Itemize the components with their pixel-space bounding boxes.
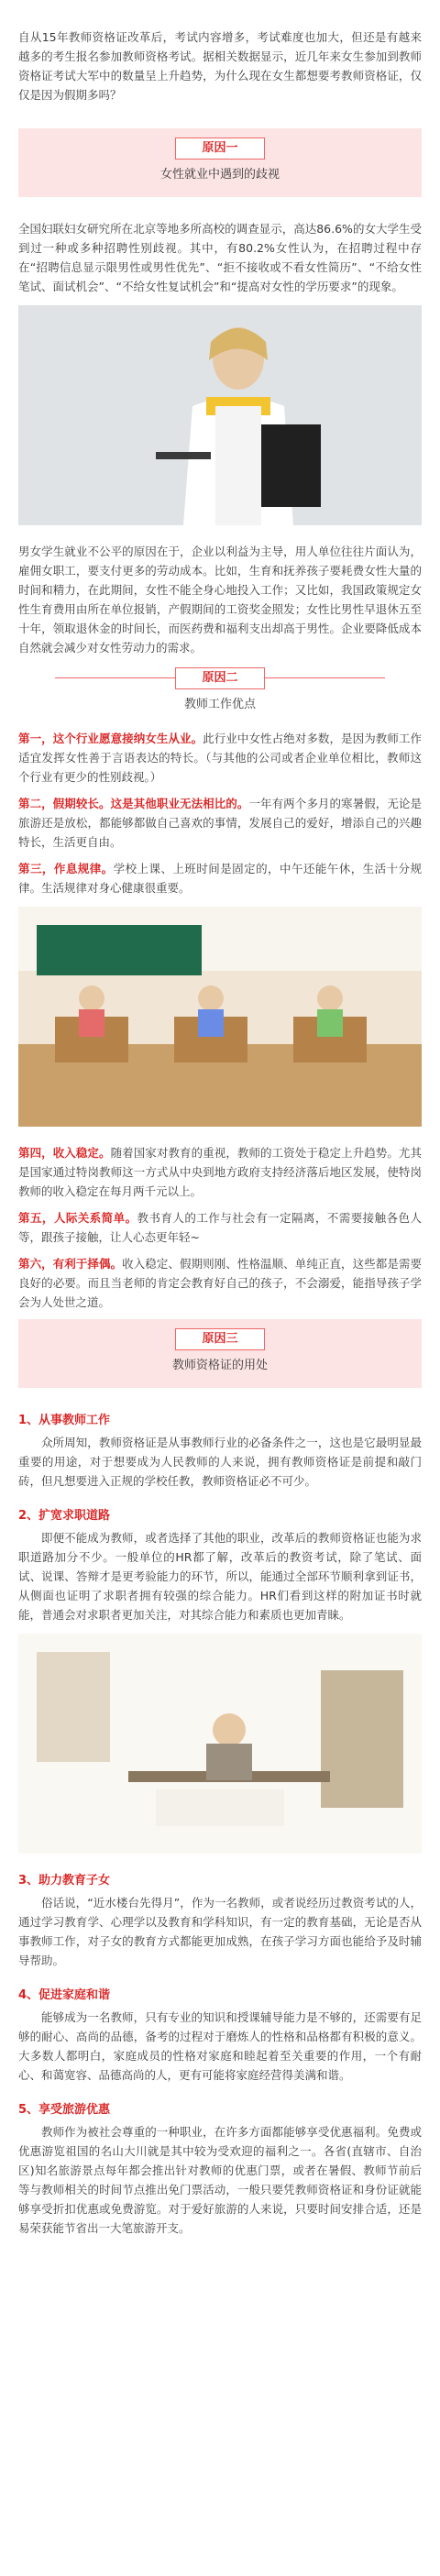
item-body: 俗话说，“近水楼台先得月”，作为一名教师，或者说经历过教资考试的人，通过学习教育学、心理学以及教育和学科知识，有一定的教育基础，无论是否从事教师工作，对子女的教育方式都能更加成熟，在孩子学习方面也能给予及时辅导帮助。 [18, 1896, 422, 1967]
item-heading: 1、从事教师工作 [18, 1414, 111, 1427]
item-heading: 3、助力教育子女 [18, 1874, 111, 1888]
section-2-header [18, 671, 422, 714]
item-heading: 5、享受旅游优惠 [18, 2103, 111, 2117]
item-heading: 4、促进家庭和谐 [18, 1988, 111, 2002]
point-4: 第四，收入稳定。随着国家对教育的重视，教师的工资处于稳定上升趋势。尤其是国家通过特岗教师这一方式从中央到地方政府支持经济落后地区发展，使特岗教师的收入稳定在每月两千元以上。 [18, 1146, 422, 1198]
point-2: 第二，假期较长。这是其他职业无法相比的。一年有两个多月的寒暑假，无论是旅游还是放松，都能够都做自己喜欢的事情，发展自己的爱好，增添自己的兴趣特长，生活更自由。 [18, 797, 422, 849]
item-body: 众所周知，教师资格证是从事教师行业的必备条件之一，这也是它最明显最重要的用途，对于想要成为人民教师的人来说，拥有教师资格证是前提和敲门砖，但凡想要进入正规的学校任教，教师资格证必不可少。 [18, 1436, 422, 1488]
section-subtitle: 女性就业中遇到的歧视 [160, 168, 280, 182]
article [18, 0, 422, 2238]
section-badge: 原因一 [175, 138, 265, 160]
section-subtitle: 教师资格证的用处 [171, 1359, 268, 1372]
section-badge: 原因三 [175, 1328, 265, 1350]
point-1: 第一，这个行业愿意接纳女生从业。此行业中女性占绝对多数，是因为教师工作适宜发挥女性善于言语表达的特长。（与其他的公司或者企业单位相比，教师这个行业有更少的性别歧视。） [18, 732, 422, 784]
item-heading: 2、扩宽求职道路 [18, 1509, 111, 1523]
section-1-paragraph: 全国妇联妇女研究所在北京等地多所高校的调查显示，高达86.6%的女大学生受到过一种或多种招聘性别歧视。其中，有80.2%女性认为，在招聘过程中存在“招聘信息显示限男性或男性优先”、“拒不接收或不看女性简历”、“不给女性笔试、面试机会”、“不给女性复试机会”和“提高对女性的学历要求”的现象。 [18, 222, 422, 293]
section-badge: 原因二 [175, 667, 265, 689]
classroom-photo [18, 907, 422, 1127]
study-illustration [18, 1634, 422, 1854]
item-body: 能够成为一名教师，只有专业的知识和授课辅导能力是不够的，还需要有足够的耐心、高尚的品德，备考的过程对于磨炼人的性格和品格都有积极的意义。大多数人都明白，家庭成员的性格对家庭和睦起着至关重要的作用，一个有耐心、和蔼宽容、品德高尚的人，更有可能将家庭经营得美满和谐。 [18, 2010, 422, 2082]
point-6: 第六，有利于择偶。收入稳定、假期则刚、性格温顺、单纯正直，这些都是需要良好的必要。而且当老师的肯定会教育好自己的孩子，不会溺爱，能指导孩子学会为人处世之道。 [18, 1257, 422, 1309]
section-1-header [18, 128, 422, 197]
point-3: 第三，作息规律。学校上课、上班时间是固定的，中午还能午休，生活十分规律。生活规律对身心健康很重要。 [18, 862, 422, 895]
teacher-photo [18, 305, 422, 525]
point-5: 第五，人际关系简单。教书育人的工作与社会有一定隔离，不需要接触各色人等，跟孩子接触，让人心态更年轻~ [18, 1211, 422, 1244]
section-subtitle: 教师工作优点 [183, 698, 256, 711]
item-body: 即便不能成为教师，或者选择了其他的职业，改革后的教师资格证也能为求职道路加分不少。一般单位的HR都了解，改革后的教资考试，除了笔试、面试、说课、答辩才是更考验能力的环节，所以，能通过全部环节顺利拿到证书，从侧面也证明了求职者拥有较强的综合能力。HR们看到这样的附加证书时就能，普通会对求职者更加关注，对其综合能力和素质也更加青睐。 [18, 1531, 422, 1622]
section-1-paragraph-2: 男女学生就业不公平的原因在于，企业以利益为主导，用人单位往往片面认为，雇佣女职工，要支付更多的劳动成本。比如，生育和抚养孩子要耗费女性大量的时间和精力，在此期间，女性不能全身心地投入工作；又比如，我国政策规定女性生育费用由所在单位报销，产假期间的工资奖金照发；女性比男性早退休五至十年，领取退休金的时间长，而医药费和福利支出却高于男性。企业要降低成本自然就会减少对女性劳动力的需求。 [18, 545, 422, 655]
item-body: 教师作为被社会尊重的一种职业，在许多方面都能够享受优惠福利。免费或优惠游览祖国的名山大川就是其中较为受欢迎的福利之一。各省(直辖市、自治区)知名旅游景点每年都会推出针对教师的优惠门票，或者在暑假、教师节前后等与教师相关的时间节点推出免门票活动，一般只要凭教师资格证和身份证就能够享受折扣优惠或免费游览。对于爱好旅游的人来说，只要时间安排合适，还是易荣获能节省出一大笔旅游开支。 [18, 2125, 422, 2235]
intro-paragraph: 自从15年教师资格证改革后，考试内容增多，考试难度也加大，但还是有越来越多的考生报名参加教师资格考试。据相关数据显示，近几年来女生参加到教师资格证考试大军中的数量呈上升趋势，为什么现在女生都想要考教师资格证，仅仅是因为假期多吗？ [18, 30, 422, 102]
section-3-header [18, 1319, 422, 1388]
